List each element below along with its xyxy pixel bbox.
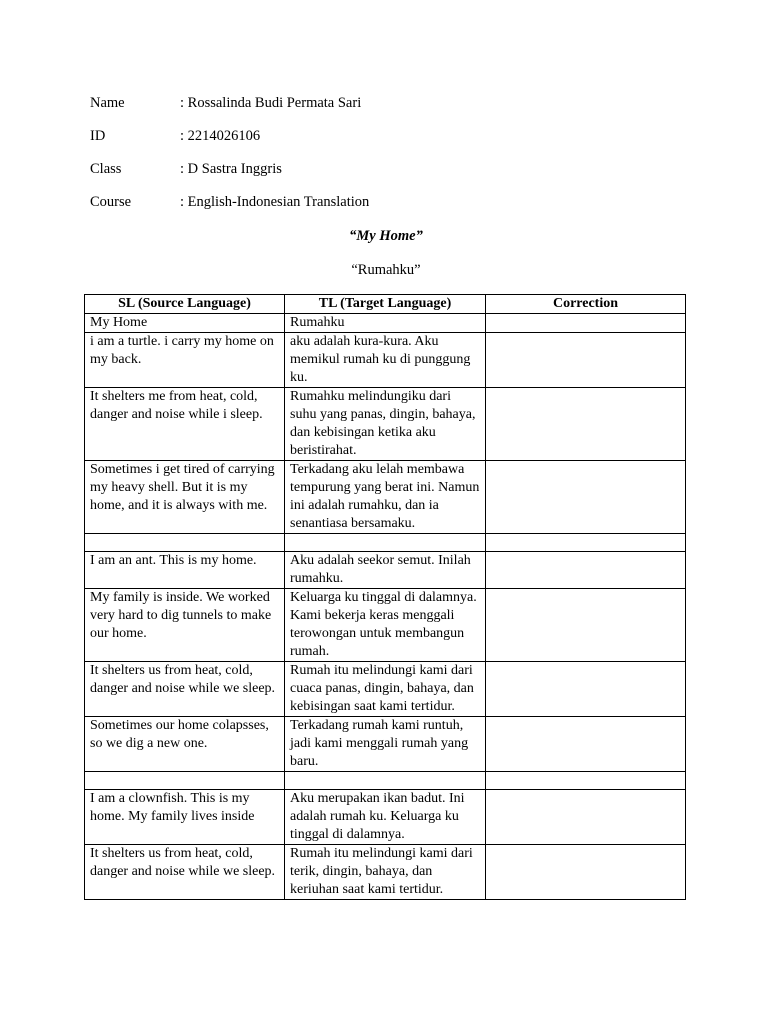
tl-cell: aku adalah kura-kura. Aku memikul rumah ku di punggung ku. [285,333,486,388]
sl-cell: Sometimes i get tired of carrying my heavy shell. But it is my home, and it is always with me. [85,461,285,534]
sl-cell [85,772,285,790]
table-row [85,314,686,333]
tl-cell: Keluarga ku tinggal di dalamnya. Kami bekerja keras menggali terowongan untuk membangun rumah. [285,589,486,662]
tl-cell: Aku adalah seekor semut. Inilah rumahku. [285,552,486,589]
id-label: ID [90,128,106,144]
table-row [85,790,686,845]
correction-cell [486,314,686,333]
tl-cell: Rumah itu melindungi kami dari terik, dingin, bahaya, dan keriuhan saat kami tertidur. [285,845,486,900]
sl-cell: I am a clownfish. This is my home. My family lives inside [85,790,285,845]
table-row-spacer [85,534,686,552]
table-row [85,333,686,388]
table-row [85,845,686,900]
tl-cell: Rumahku melindungiku dari suhu yang panas, dingin, bahaya, dan kebisingan ketika aku beristirahat. [285,388,486,461]
correction-cell [486,534,686,552]
tl-cell: Terkadang rumah kami runtuh, jadi kami menggali rumah yang baru. [285,717,486,772]
title-english: “My Home” [349,228,423,244]
correction-cell [486,388,686,461]
tl-cell [285,772,486,790]
correction-cell [486,772,686,790]
course-label: Course [90,194,132,210]
header-correction: Correction [486,295,686,314]
course-value: : English-Indonesian Translation [180,194,370,210]
table-row [85,662,686,717]
table-row [85,589,686,662]
class-label: Class [90,161,122,177]
sl-cell: My family is inside. We worked very hard to dig tunnels to make our home. [85,589,285,662]
tl-cell [285,534,486,552]
correction-cell [486,790,686,845]
table-row-spacer [85,772,686,790]
table-row [85,552,686,589]
correction-cell [486,461,686,534]
info-class-row [90,160,282,178]
correction-cell [486,845,686,900]
correction-cell [486,662,686,717]
class-value: : D Sastra Inggris [180,161,282,177]
sl-cell: I am an ant. This is my home. [85,552,285,589]
name-label: Name [90,95,125,111]
header-target-language: TL (Target Language) [285,295,486,314]
sl-cell: My Home [85,314,285,333]
correction-cell [486,333,686,388]
table-header-row [85,295,686,314]
sl-cell: It shelters me from heat, cold, danger and noise while i sleep. [85,388,285,461]
name-value: : Rossalinda Budi Permata Sari [180,95,362,111]
info-name-row [90,94,361,112]
translation-table [84,294,686,900]
tl-cell: Rumahku [285,314,486,333]
tl-cell: Rumah itu melindungi kami dari cuaca panas, dingin, bahaya, dan kebisingan saat kami tertidur. [285,662,486,717]
correction-cell [486,589,686,662]
title-indonesian: “Rumahku” [351,262,421,278]
sl-cell: It shelters us from heat, cold, danger and noise while we sleep. [85,845,285,900]
info-course-row [90,193,369,211]
sl-cell: i am a turtle. i carry my home on my back. [85,333,285,388]
table-row [85,461,686,534]
table-row [85,388,686,461]
correction-cell [486,552,686,589]
sl-cell [85,534,285,552]
correction-cell [486,717,686,772]
info-id-row [90,127,260,145]
tl-cell: Aku merupakan ikan badut. Ini adalah rumah ku. Keluarga ku tinggal di dalamnya. [285,790,486,845]
header-source-language: SL (Source Language) [85,295,285,314]
sl-cell: Sometimes our home colapsses, so we dig a new one. [85,717,285,772]
id-value: : 2214026106 [180,128,261,144]
table-row [85,717,686,772]
sl-cell: It shelters us from heat, cold, danger and noise while we sleep. [85,662,285,717]
tl-cell: Terkadang aku lelah membawa tempurung yang berat ini. Namun ini adalah rumahku, dan ia senantiasa bersamaku. [285,461,486,534]
